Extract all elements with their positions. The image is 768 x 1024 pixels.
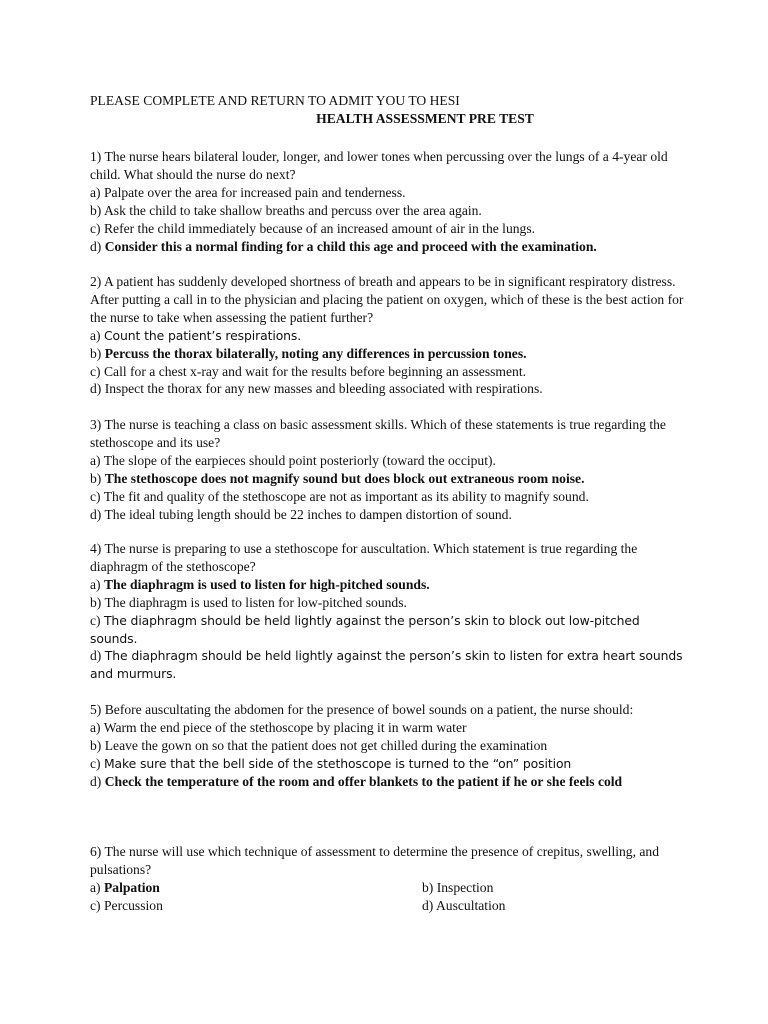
question-5 <box>90 701 690 791</box>
option-row-1 <box>90 879 690 897</box>
question-2 <box>90 273 690 398</box>
option-d: d) The diaphragm should be held lightly against the person’s skin to listen for extra heart sounds and murmurs. <box>90 648 683 682</box>
question-stem: 2) A patient has suddenly developed shortness of breath and appears to be in significant respiratory distress. After putting a call in to the physician and placing the patient on oxygen, which of these is the best action for the nurse to take when assessing the patient further? <box>90 274 684 325</box>
option-b-correct: b) The stethoscope does not magnify sound but does block out extraneous room noise. <box>90 470 585 486</box>
option-c: c) The diaphragm should be held lightly against the person’s skin to block out low-pitched sounds. <box>90 612 640 646</box>
question-stem: 4) The nurse is preparing to use a stethoscope for auscultation. Which statement is true regarding the diaphragm of the stethoscope? <box>90 541 638 574</box>
option-c: c) Percussion <box>90 897 163 913</box>
option-a-correct: a) Palpation <box>90 879 160 895</box>
option-a: a) Warm the end piece of the stethoscope by placing it in warm water <box>90 719 467 735</box>
option-a: a) Count the patient’s respirations. <box>90 327 302 343</box>
option-b: b) Ask the child to take shallow breaths and percuss over the area again. <box>90 202 482 218</box>
option-b: b) Inspection <box>422 879 494 895</box>
question-6 <box>90 843 690 915</box>
question-stem: 1) The nurse hears bilateral louder, longer, and lower tones when percussing over the lungs of a 4-year old child. What should the nurse do next? <box>90 149 668 182</box>
question-stem: 5) Before auscultating the abdomen for the presence of bowel sounds on a patient, the nurse should: <box>90 702 634 717</box>
question-4 <box>90 540 690 683</box>
option-row-2 <box>90 897 690 915</box>
question-1 <box>90 148 690 255</box>
question-3 <box>90 416 690 523</box>
page-title <box>0 110 768 128</box>
option-a-correct: a) The diaphragm is used to listen for high-pitched sounds. <box>90 576 430 592</box>
option-d-correct: d) Check the temperature of the room and offer blankets to the patient if he or she feels cold <box>90 773 623 789</box>
option-d: d) Auscultation <box>422 897 506 913</box>
option-b: b) The diaphragm is used to listen for low-pitched sounds. <box>90 594 407 610</box>
option-c: c) Call for a chest x-ray and wait for the results before beginning an assessment. <box>90 363 526 379</box>
option-c: c) Refer the child immediately because of an increased amount of air in the lungs. <box>90 220 536 236</box>
option-d: d) The ideal tubing length should be 22 inches to dampen distortion of sound. <box>90 506 512 522</box>
option-d-correct: d) Consider this a normal finding for a child this age and proceed with the examination. <box>90 238 597 254</box>
option-b: b) Leave the gown on so that the patient does not get chilled during the examination <box>90 737 548 753</box>
option-d: d) Inspect the thorax for any new masses and bleeding associated with respirations. <box>90 381 543 397</box>
option-c: c) Make sure that the bell side of the stethoscope is turned to the “on” position <box>90 755 572 771</box>
question-stem: 6) The nurse will use which technique of assessment to determine the presence of crepitus, swelling, and pulsations? <box>90 844 660 877</box>
question-stem: 3) The nurse is teaching a class on basic assessment skills. Which of these statements is true regarding the stethoscope and its use? <box>90 417 666 450</box>
option-c: c) The fit and quality of the stethoscope are not as important as its ability to magnify sound. <box>90 488 589 504</box>
page-title-text: HEALTH ASSESSMENT PRE TEST <box>316 111 534 126</box>
option-a: a) The slope of the earpieces should point posteriorly (toward the occiput). <box>90 452 496 468</box>
admission-instruction: PLEASE COMPLETE AND RETURN TO ADMIT YOU TO HESI <box>90 93 460 108</box>
option-b-correct: b) Percuss the thorax bilaterally, noting any differences in percussion tones. <box>90 345 527 361</box>
option-a: a) Palpate over the area for increased pain and tenderness. <box>90 184 406 200</box>
